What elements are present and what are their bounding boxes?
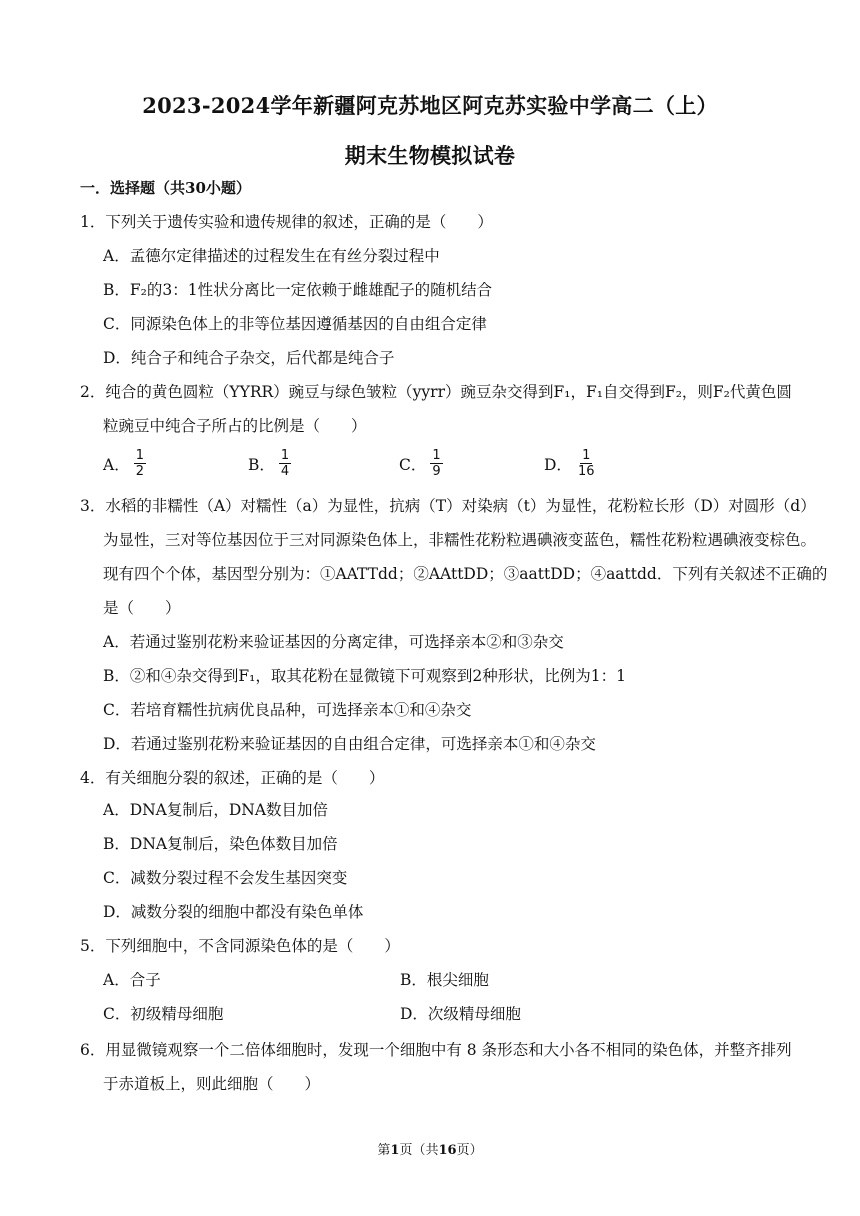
question-4-option-d: D．减数分裂的细胞中都没有染色单体 [103, 903, 364, 921]
page-title-line-1: 2023-2024学年新疆阿克苏地区阿克苏实验中学高二（上） [142, 93, 718, 118]
question-3-stem-line-3: 现有四个个体，基因型分别为：①AATTdd；②AAttDD；③aattDD；④aattdd．下列有关叙述不正确的 [103, 565, 828, 583]
fraction: $\frac{1}{9}$ [432, 448, 441, 479]
question-1-option-d: D．纯合子和纯合子杂交，后代都是纯合子 [103, 349, 395, 367]
question-1-option-c: C．同源染色体上的非等位基因遵循基因的自由组合定律 [103, 315, 487, 333]
question-6-stem-line-2: 于赤道板上，则此细胞（ ） [103, 1075, 321, 1093]
total-page-count: 16 [438, 1143, 457, 1158]
question-3-option-a: A．若通过鉴别花粉来验证基因的分离定律，可选择亲本②和③杂交 [103, 633, 564, 651]
question-2-stem-line-2: 粒豌豆中纯合子所占的比例是（ ） [103, 417, 367, 435]
question-2-options [0, 448, 860, 488]
question-2-stem-line-1: 2．纯合的黄色圆粒（YYRR）豌豆与绿色皱粒（yyrr）豌豆杂交得到F₁，F₁自交得到F₂，则F₂代黄色圆 [80, 383, 792, 401]
question-5-option-a: A．合子 [103, 971, 161, 989]
question-4-stem: 4．有关细胞分裂的叙述，正确的是（ ） [80, 769, 385, 787]
fraction: $\frac{1}{2}$ [135, 448, 144, 479]
question-3-stem-line-2: 为显性，三对等位基因位于三对同源染色体上，非糯性花粉粒遇碘液变蓝色，糯性花粉粒遇碘液变棕色。 [103, 531, 817, 549]
question-3-option-c: C．若培育糯性抗病优良品种，可选择亲本①和④杂交 [103, 701, 472, 719]
question-5-option-d: D．次级精母细胞 [400, 1005, 521, 1023]
current-page-number: 1 [390, 1143, 400, 1158]
question-1-option-a: A．孟德尔定律描述的过程发生在有丝分裂过程中 [103, 247, 440, 265]
question-2-option-b: B． $\frac{1}{4}$ [248, 448, 290, 479]
question-3-stem-line-4: 是（ ） [103, 599, 181, 617]
section-heading: 一．选择题（共30小题） [80, 179, 251, 197]
question-1-stem: 1．下列关于遗传实验和遗传规律的叙述，正确的是（ ） [80, 213, 493, 231]
question-3-option-b: B．②和④杂交得到F₁，取其花粉在显微镜下可观察到2种形状，比例为1：1 [103, 667, 626, 685]
fraction: $\frac{1}{4}$ [280, 448, 290, 479]
question-2-option-c: C． $\frac{1}{9}$ [399, 448, 441, 479]
question-4-option-c: C．减数分裂过程不会发生基因突变 [103, 869, 348, 887]
question-1-option-b: B．F₂的3：1性状分离比一定依赖于雌雄配子的随机结合 [103, 281, 493, 299]
question-3-stem-line-1: 3．水稻的非糯性（A）对糯性（a）为显性，抗病（T）对染病（t）为显性，花粉粒长形（D）对圆形（d） [80, 497, 816, 515]
question-3-option-d: D．若通过鉴别花粉来验证基因的自由组合定律，可选择亲本①和④杂交 [103, 735, 596, 753]
question-6-stem-line-1: 6．用显微镜观察一个二倍体细胞时，发现一个细胞中有 8 条形态和大小各不相同的染色体，并整齐排列 [80, 1041, 792, 1059]
question-5-option-c: C．初级精母细胞 [103, 1005, 224, 1023]
question-5-option-b: B．根尖细胞 [400, 971, 489, 989]
question-5-stem: 5．下列细胞中，不含同源染色体的是（ ） [80, 937, 400, 955]
question-2-option-a: A． $\frac{1}{2}$ [103, 448, 144, 479]
page-footer: 第1页（共16页） [377, 1143, 483, 1158]
page-title-line-2: 期末生物模拟试卷 [344, 143, 516, 168]
question-2-option-d: D． $\frac{1}{16}$ [544, 448, 595, 479]
question-4-option-b: B．DNA复制后，染色体数目加倍 [103, 835, 338, 853]
fraction: $\frac{1}{16}$ [577, 448, 595, 479]
question-4-option-a: A．DNA复制后，DNA数目加倍 [103, 801, 329, 819]
